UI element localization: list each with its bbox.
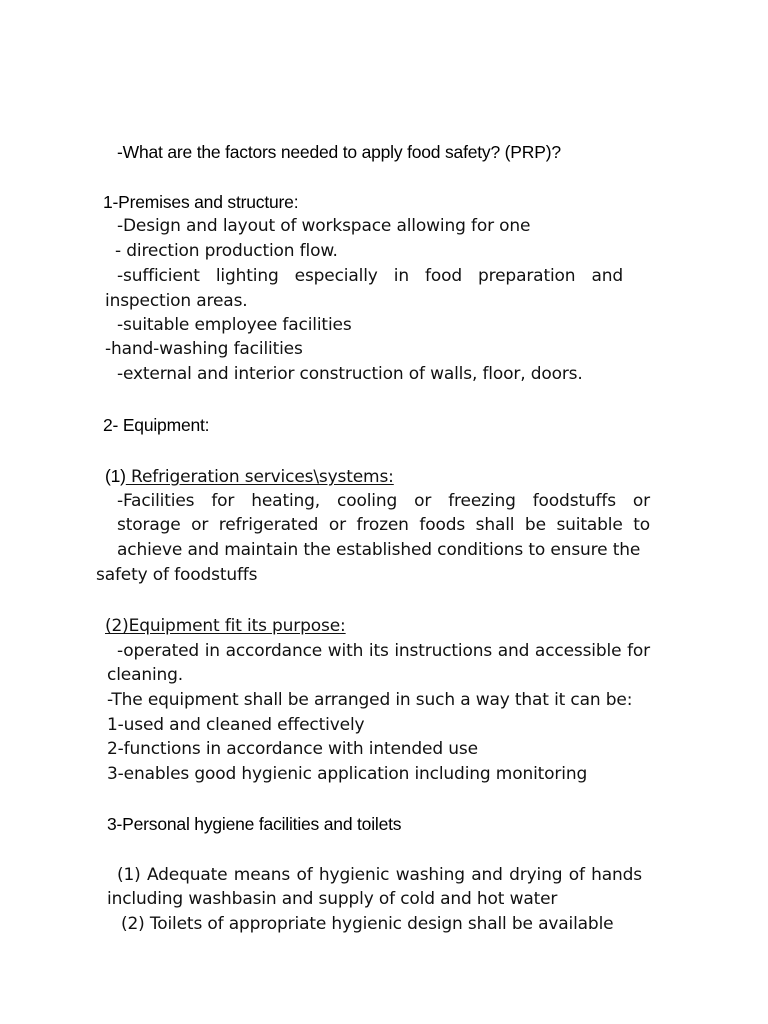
section-3-line-3: (2) Toilets of appropriate hygienic design shall be available xyxy=(121,914,614,934)
section-1-line-1: -Design and layout of workspace allowing for one xyxy=(117,216,531,236)
section-1-line-5: -suitable employee facilities xyxy=(117,315,352,335)
subsection-1-number: (1) xyxy=(105,466,126,486)
subsection-2-line-6: 3-enables good hygienic application including monitoring xyxy=(107,764,588,784)
subsection-1-line-2: storage or refrigerated or frozen foods shall be suitable to xyxy=(117,515,650,535)
section-2-heading: 2- Equipment: xyxy=(103,415,210,435)
subsection-1-title xyxy=(105,464,394,489)
subsection-2-line-1: -operated in accordance with its instructions and accessible for xyxy=(117,641,650,661)
subsection-2-line-3: -The equipment shall be arranged in such a way that it can be: xyxy=(107,690,633,710)
subsection-2-title: (2)Equipment fit its purpose: xyxy=(105,616,346,636)
subsection-1-title-text: Refrigeration services\systems: xyxy=(125,467,394,487)
section-1-heading: 1-Premises and structure: xyxy=(103,192,299,212)
subsection-2-line-4: 1-used and cleaned effectively xyxy=(107,715,365,735)
section-1-line-2: - direction production flow. xyxy=(115,241,338,261)
subsection-1-line-3: achieve and maintain the established conditions to ensure the xyxy=(117,540,641,560)
section-1-line-7: -external and interior construction of walls, floor, doors. xyxy=(117,364,583,384)
section-3-line-1: (1) Adequate means of hygienic washing and drying of hands xyxy=(117,865,642,885)
subsection-1-line-4: safety of foodstuffs xyxy=(96,565,258,585)
section-3-line-2: including washbasin and supply of cold and hot water xyxy=(107,889,558,909)
subsection-2-line-2: cleaning. xyxy=(107,665,184,685)
question-heading: -What are the factors needed to apply food safety? (PRP)? xyxy=(117,142,561,162)
subsection-1-line-1: -Facilities for heating, cooling or freezing foodstuffs or xyxy=(117,491,650,511)
section-1-line-3: -sufficient lighting especially in food preparation and xyxy=(117,266,623,286)
section-1-line-6: -hand-washing facilities xyxy=(105,339,303,359)
subsection-2-line-5: 2-functions in accordance with intended use xyxy=(107,739,478,759)
section-3-heading: 3-Personal hygiene facilities and toilets xyxy=(107,814,402,834)
section-1-line-4: inspection areas. xyxy=(105,291,248,311)
